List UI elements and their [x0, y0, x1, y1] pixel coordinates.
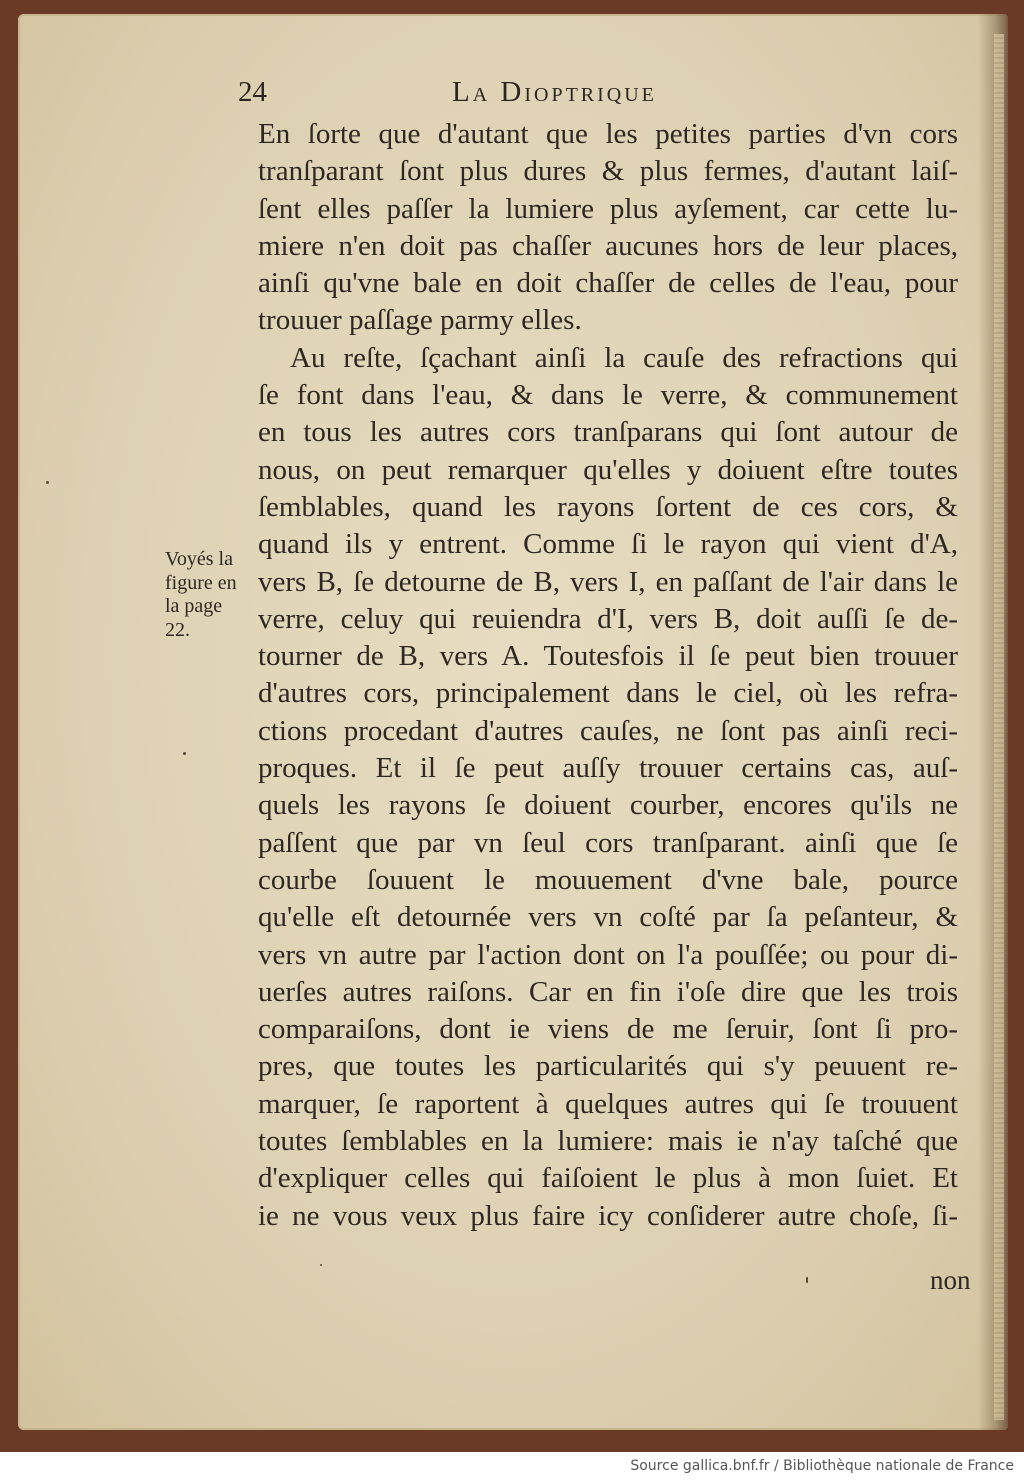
text-line: toutes ſemblables en la lumiere: mais ie n'ay taſché que: [258, 1125, 958, 1158]
page-number: 24: [238, 76, 267, 108]
text-line: verre, celuy qui reuiendra d'I, vers B, doit auſſi ſe de-: [258, 602, 958, 635]
margin-note: [165, 548, 260, 642]
text-line: pres, que toutes les particularités qui s'y peuuent re-: [258, 1050, 958, 1083]
page-leaf-edge: [994, 34, 1004, 1420]
margin-note-line: la page: [165, 595, 223, 617]
text-line: tranſparant ſont plus dures & plus fermes, d'autant laiſ-: [258, 155, 958, 188]
text-line: tourner de B, vers A. Toutesfois il ſe peut bien trouuer: [258, 640, 958, 673]
text-line: d'autres cors, principalement dans le ciel, où les refra-: [258, 677, 958, 710]
text-line: ainſi qu'vne bale en doit chaſſer de celles de l'eau, pour: [258, 267, 958, 300]
text-line: marquer, ſe raportent à quelques autres qui ſe trouuent: [258, 1087, 958, 1120]
margin-note-line: Voyés la: [165, 548, 233, 570]
text-line: quels les rayons ſe doiuent courber, encores qu'ils ne: [258, 789, 958, 822]
text-line: courbe ſouuent le mouuement d'vne bale, pource: [258, 863, 958, 896]
margin-note-line: 22.: [165, 618, 190, 641]
text-line: en tous les autres cors tranſparans qui ſont autour de: [258, 416, 958, 449]
text-line: qu'elle eſt detournée vers vn coſté par ſa peſanteur, &: [258, 901, 958, 934]
paper-speck: [806, 1277, 808, 1283]
text-line: ſemblables, quand les rayons ſortent de ces cors, &: [258, 490, 958, 523]
text-line: ſe font dans l'eau, & dans le verre, & communement: [258, 379, 958, 412]
text-line: comparaiſons, dont ie viens de me ſeruir, ſont ſi pro-: [258, 1013, 958, 1046]
body-text: [258, 116, 958, 1235]
text-line: d'expliquer celles qui faiſoient le plus à mon ſuiet. Et: [258, 1162, 958, 1195]
text-line: trouuer paſſage parmy elles.: [258, 304, 582, 337]
text-line: vers B, ſe detourne de B, vers I, en paſſant de l'air dans le: [258, 565, 958, 598]
text-line: proques. Et il ſe peut auſſy trouuer certains cas, auſ-: [258, 752, 958, 785]
catchword: non: [930, 1265, 971, 1295]
text-line: Au reſte, ſçachant ainſi la cauſe des refractions qui: [290, 341, 958, 374]
text-line: ſent elles paſſer la lumiere plus ayſement, car cette lu-: [258, 192, 958, 225]
text-line: ctions procedant d'autres cauſes, ne ſont pas ainſi reci-: [258, 714, 958, 747]
source-credit: Source gallica.bnf.fr / Bibliothèque nationale de France: [630, 1458, 1014, 1474]
text-line: quand ils y entrent. Comme ſi le rayon qui vient d'A,: [258, 528, 958, 561]
text-line: En ſorte que d'autant que les petites parties d'vn cors: [258, 118, 958, 150]
running-title: La Dioptrique: [452, 76, 657, 108]
paper-speck: [183, 752, 186, 755]
text-line: ie ne vous veux plus faire icy conſiderer autre choſe, ſi-: [258, 1199, 958, 1232]
paper-speck: [46, 481, 49, 484]
text-line: miere n'en doit pas chaſſer aucunes hors de leur places,: [258, 229, 958, 262]
source-footer: [0, 1452, 1024, 1482]
text-line: vers vn autre par l'action dont on l'a pouſſée; ou pour di-: [258, 938, 958, 971]
text-line: nous, on peut remarquer qu'elles y doiuent eſtre toutes: [258, 453, 958, 486]
margin-note-line: figure en: [165, 571, 237, 594]
text-line: uerſes autres raiſons. Car en fin i'oſe dire que les trois: [258, 975, 958, 1008]
paper-speck: [320, 1264, 322, 1266]
text-line: paſſent que par vn ſeul cors tranſparant. ainſi que ſe: [258, 826, 958, 859]
